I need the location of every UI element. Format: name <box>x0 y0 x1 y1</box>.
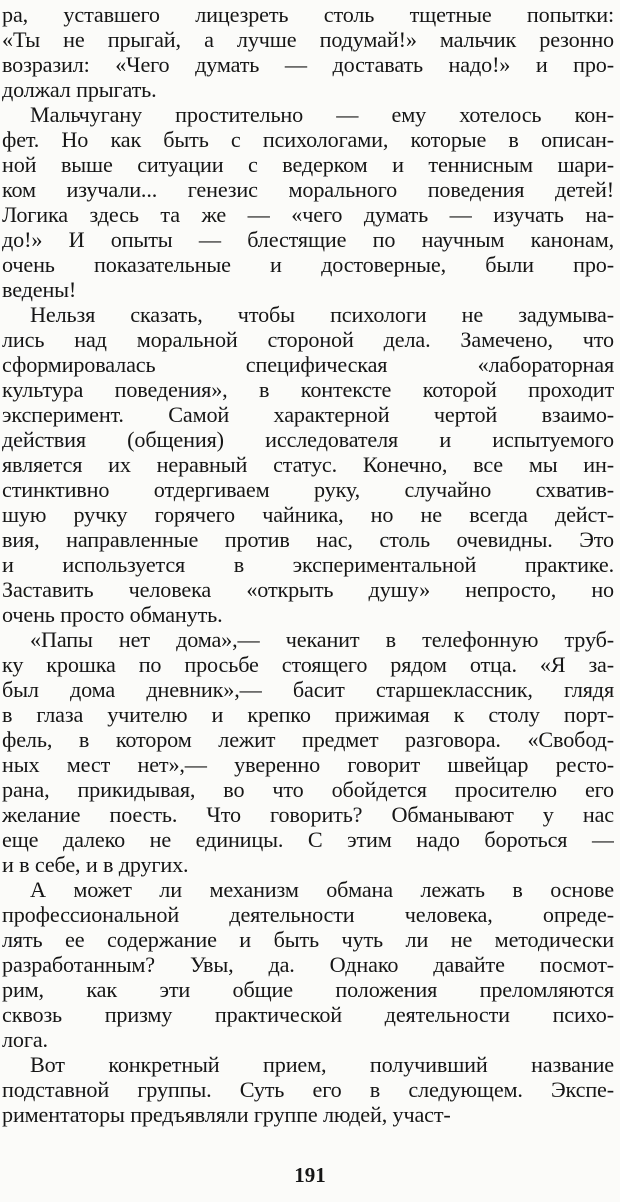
text-line: еще далеко не единицы. С этим надо бороться — <box>2 827 614 852</box>
paragraph <box>2 102 614 302</box>
text-line: подставной группы. Суть его в следующем. Экспе- <box>2 1077 614 1102</box>
text-line: рана, прикидывая, во что обойдется просителю его <box>2 777 614 802</box>
text-line: стинктивно отдергиваем руку, случайно схватив- <box>2 477 614 502</box>
text-line: и в себе, и в других. <box>2 852 189 877</box>
text-line: ной выше ситуации с ведерком и теннисным шари- <box>2 152 614 177</box>
text-line: ных мест нет»,— уверенно говорит швейцар ресто- <box>2 752 614 777</box>
text-line: разработанным? Увы, да. Однако давайте посмот- <box>2 952 614 977</box>
text-line: желание поесть. Что говорить? Обманывают у нас <box>2 802 614 827</box>
text-line: ведены! <box>2 277 77 302</box>
text-line: шую ручку горячего чайника, но не всегда дейст- <box>2 502 614 527</box>
text-line: очень просто обмануть. <box>2 602 223 627</box>
paragraph <box>2 877 614 1052</box>
text-line: эксперимент. Самой характерной чертой взаимо- <box>2 402 614 427</box>
text-line: ра, уставшего лицезреть столь тщетные попытки: <box>2 2 614 27</box>
text-line: до!» И опыты — блестящие по научным канонам, <box>2 227 614 252</box>
text-line: и используется в экспериментальной практике. <box>2 552 614 577</box>
text-line: лять ее содержание и быть чуть ли не методически <box>2 927 614 952</box>
text-line: сквозь призму практической деятельности психо- <box>2 1002 614 1027</box>
text-line: сформировалась специфическая «лабораторная <box>2 352 614 377</box>
paragraph <box>2 302 614 627</box>
paragraph <box>2 1052 614 1127</box>
text-line: Заставить человека «открыть душу» непросто, но <box>2 577 614 602</box>
text-line: профессиональной деятельности человека, опреде- <box>2 902 614 927</box>
text-line: культура поведения», в контексте которой проходит <box>2 377 614 402</box>
text-line: является их неравный статус. Конечно, все мы ин- <box>2 452 614 477</box>
text-line: был дома дневник»,— басит старшеклассник, глядя <box>2 677 614 702</box>
text-line: очень показательные и достоверные, были про- <box>2 252 614 277</box>
text-line: Мальчугану простительно — ему хотелось кон- <box>30 102 614 127</box>
text-line: в глаза учителю и крепко прижимая к столу порт- <box>2 702 614 727</box>
body-text <box>2 2 614 1127</box>
text-line: должал прыгать. <box>2 77 157 102</box>
text-line: действия (общения) исследователя и испытуемого <box>2 427 614 452</box>
text-line: возразил: «Чего думать — доставать надо!» и про- <box>2 52 614 77</box>
text-line: «Ты не прыгай, а лучше подумай!» мальчик резонно <box>2 27 614 52</box>
page-number: 191 <box>294 1163 326 1187</box>
text-line: ку крошка по просьбе стоящего рядом отца. «Я за- <box>2 652 614 677</box>
text-line: «Папы нет дома»,— чеканит в телефонную труб- <box>30 627 614 652</box>
paragraph <box>2 627 614 877</box>
text-line: ком изучали... генезис морального поведения детей! <box>2 177 614 202</box>
text-line: лога. <box>2 1027 48 1052</box>
text-line: фет. Но как быть с психологами, которые в описан- <box>2 127 614 152</box>
paragraph <box>2 2 614 102</box>
text-line: А может ли механизм обмана лежать в основе <box>30 877 614 902</box>
text-line: Нельзя сказать, чтобы психологи не задумыва- <box>30 302 614 327</box>
text-line: Логика здесь та же — «чего думать — изучать на- <box>2 202 614 227</box>
text-line: вия, направленные против нас, столь очевидны. Это <box>2 527 614 552</box>
text-line: фель, в котором лежит предмет разговора. «Свобод- <box>2 727 614 752</box>
text-line: риментаторы предъявляли группе людей, участ- <box>2 1102 451 1127</box>
text-line: лись над моральной стороной дела. Замечено, что <box>2 327 614 352</box>
text-line: рим, как эти общие положения преломляются <box>2 977 614 1002</box>
text-line: Вот конкретный прием, получивший название <box>30 1052 614 1077</box>
